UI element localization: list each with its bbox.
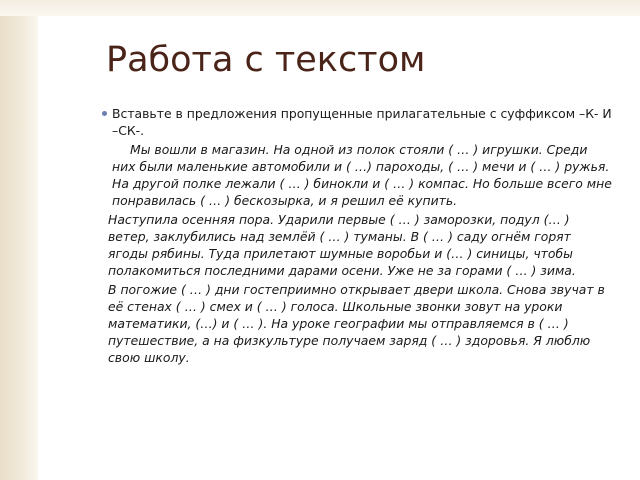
slide-title: Работа с текстом — [106, 40, 426, 80]
exercise-paragraph-2: Наступила осенняя пора. Ударили первые ( … ) заморозки, подул (… ) ветер, заклубились над землёй ( … ) туманы. В ( … ) саду огнём горят ягоды рябины. Туда прилетают шумные воробьи и (… ) синицы, чтобы полакомиться последними дарами осени. Уже не за горами ( … ) зима. — [108, 212, 576, 278]
decorative-side-band — [0, 0, 38, 480]
exercise-paragraph-1: Мы вошли в магазин. На одной из полок стояли ( … ) игрушки. Среди них были маленькие автомобили и ( …) пароходы, ( … ) мечи и ( … ) ружья. На другой полке лежали ( … ) бинокли и ( … ) компас. Но больше всего мне понравилась ( … ) бескозырка, и я решил её купить. — [112, 142, 612, 208]
exercise-paragraph-3: В погожие ( … ) дни гостеприимно открывает двери школа. Снова звучат в её стенах ( … ) смех и ( … ) голоса. Школьные звонки зовут на уроки математики, (…) и ( … ). На уроке географии мы отправляемся в ( … ) путешествие, а на физкультуре получаем заряд ( … ) здоровья. Я люблю свою школу. — [108, 282, 605, 365]
instruction-text: Вставьте в предложения пропущенные прилагательные с суффиксом –К- И –СК-. — [112, 106, 612, 138]
slide-content — [104, 105, 612, 368]
instruction-item — [104, 105, 612, 139]
bullet-icon — [102, 111, 107, 116]
decorative-top-band — [0, 0, 640, 16]
